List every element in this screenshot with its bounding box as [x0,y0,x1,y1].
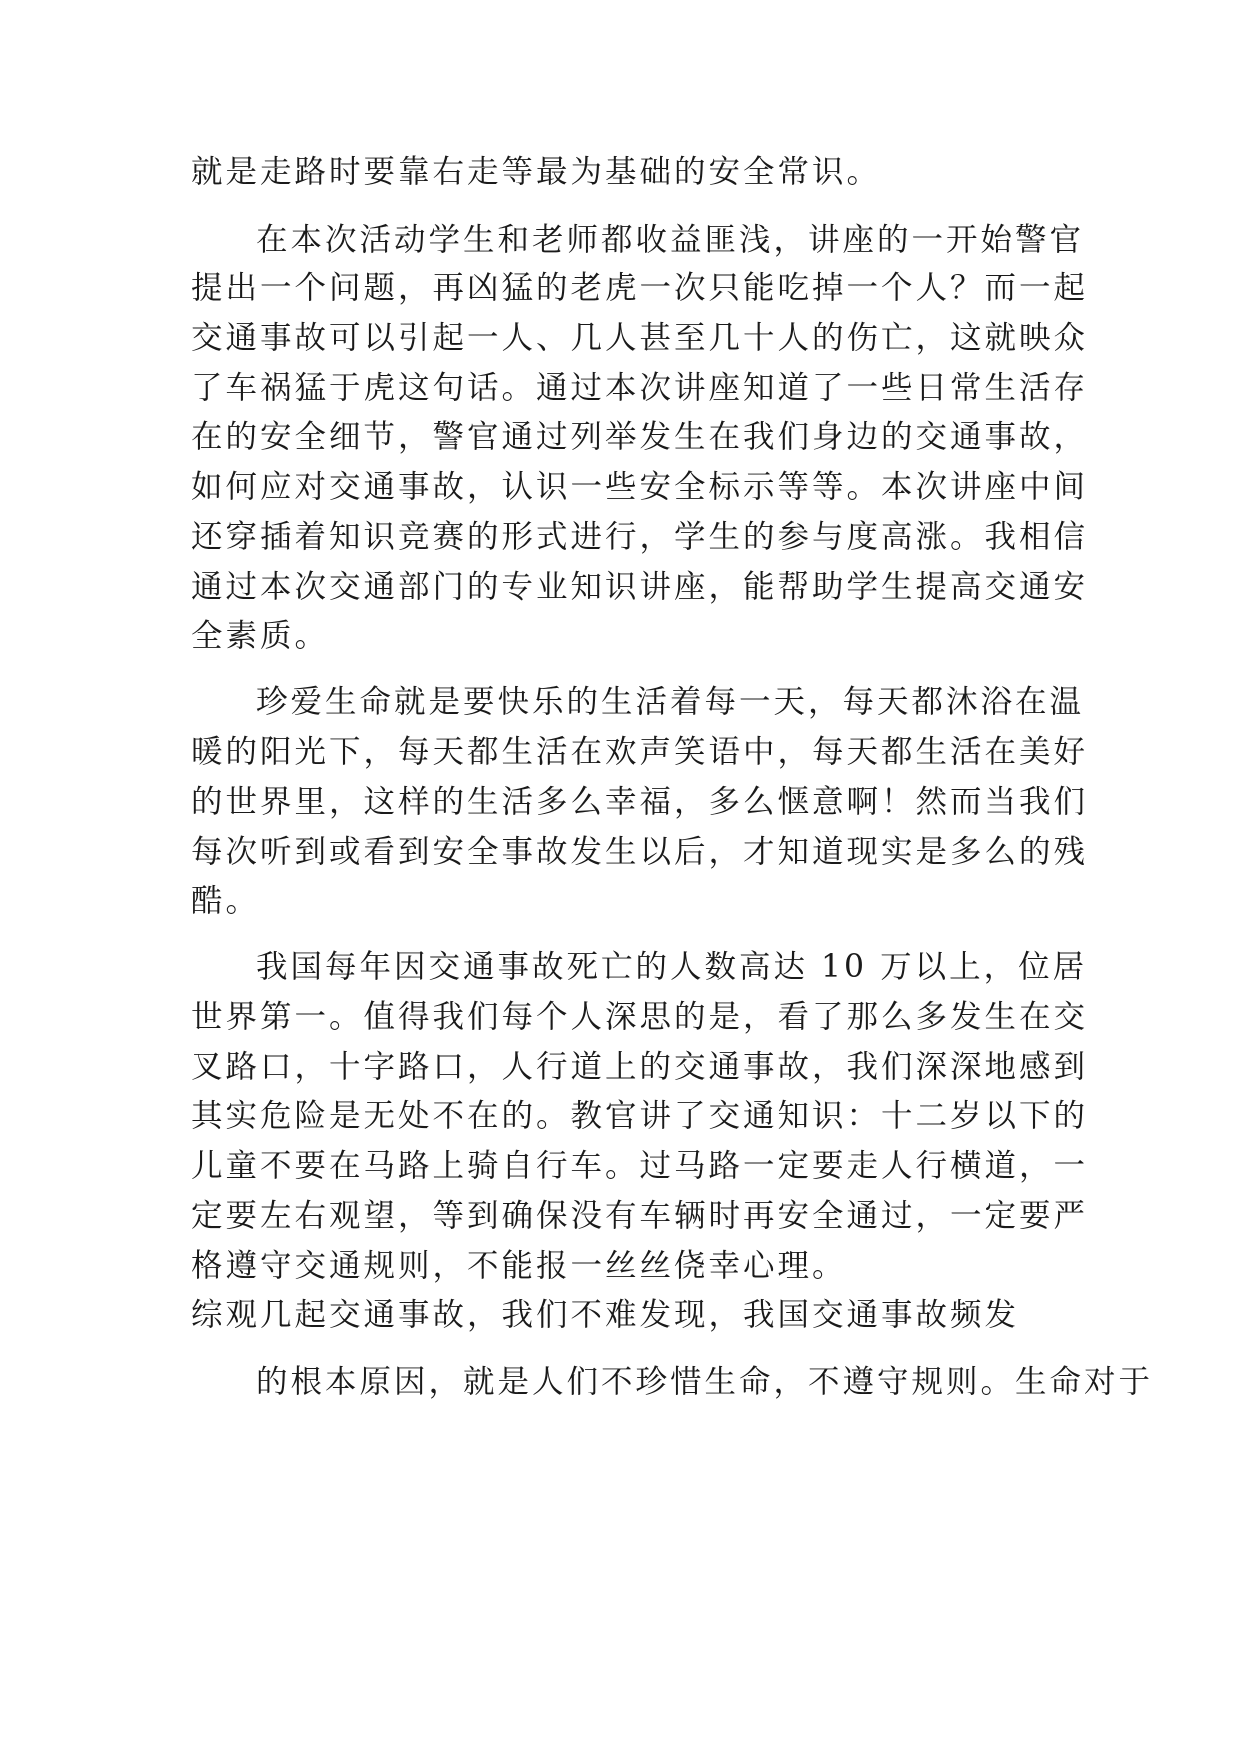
text-line: 在的安全细节，警官通过列举发生在我们身边的交通事故， [191,419,1089,455]
text-line: 叉路口，十字路口，人行道上的交通事故，我们深深地感到 [191,1049,1089,1085]
text-line: 儿童不要在马路上骑自行车。过马路一定要走人行横道，一 [191,1148,1089,1184]
text-line: 如何应对交通事故，认识一些安全标示等等。本次讲座中间 [191,469,1089,505]
text-line: 就是走路时要靠右走等最为基础的安全常识。 [191,154,882,190]
text-line: 定要左右观望，等到确保没有车辆时再安全通过，一定要严 [191,1198,1089,1234]
text-line: 通过本次交通部门的专业知识讲座，能帮助学生提高交通安 [191,569,1089,605]
text-line: 其实危险是无处不在的。教官讲了交通知识：十二岁以下的 [191,1098,1089,1134]
text-line: 每次听到或看到安全事故发生以后，才知道现实是多么的残 [191,834,1089,870]
text-line: 了车祸猛于虎这句话。通过本次讲座知道了一些日常生活存 [191,370,1089,406]
paragraph-first-line: 在本次活动学生和老师都收益匪浅，讲座的一开始警官 [256,222,1085,258]
text-line: 世界第一。值得我们每个人深思的是，看了那么多发生在交 [191,999,1089,1035]
text-line: 全素质。 [191,618,330,654]
text-line: 提出一个问题，再凶猛的老虎一次只能吃掉一个人？而一起 [191,270,1089,306]
paragraph-first-line: 珍爱生命就是要快乐的生活着每一天，每天都沐浴在温 [256,684,1085,720]
text-line: 酷。 [191,883,261,919]
text-line [191,1407,1051,1455]
text-line: 综观几起交通事故，我们不难发现，我国交通事故频发 [191,1297,1020,1333]
text-line: 的世界里，这样的生活多么幸福，多么惬意啊！然而当我们 [191,784,1089,820]
paragraph-first-line: 我国每年因交通事故死亡的人数高达 10 万以上，位居 [256,949,1088,985]
text-line: 格遵守交通规则，不能报一丝丝侥幸心理。 [191,1248,847,1284]
text-line: 还穿插着知识竞赛的形式进行，学生的参与度高涨。我相信 [191,519,1089,555]
paragraph-first-line: 的根本原因，就是人们不珍惜生命，不遵守规则。生命对于 [256,1364,1154,1400]
text-line: 暖的阳光下，每天都生活在欢声笑语中，每天都生活在美好 [191,734,1089,770]
text-line: 交通事故可以引起一人、几人甚至几十人的伤亡，这就映众 [191,320,1089,356]
